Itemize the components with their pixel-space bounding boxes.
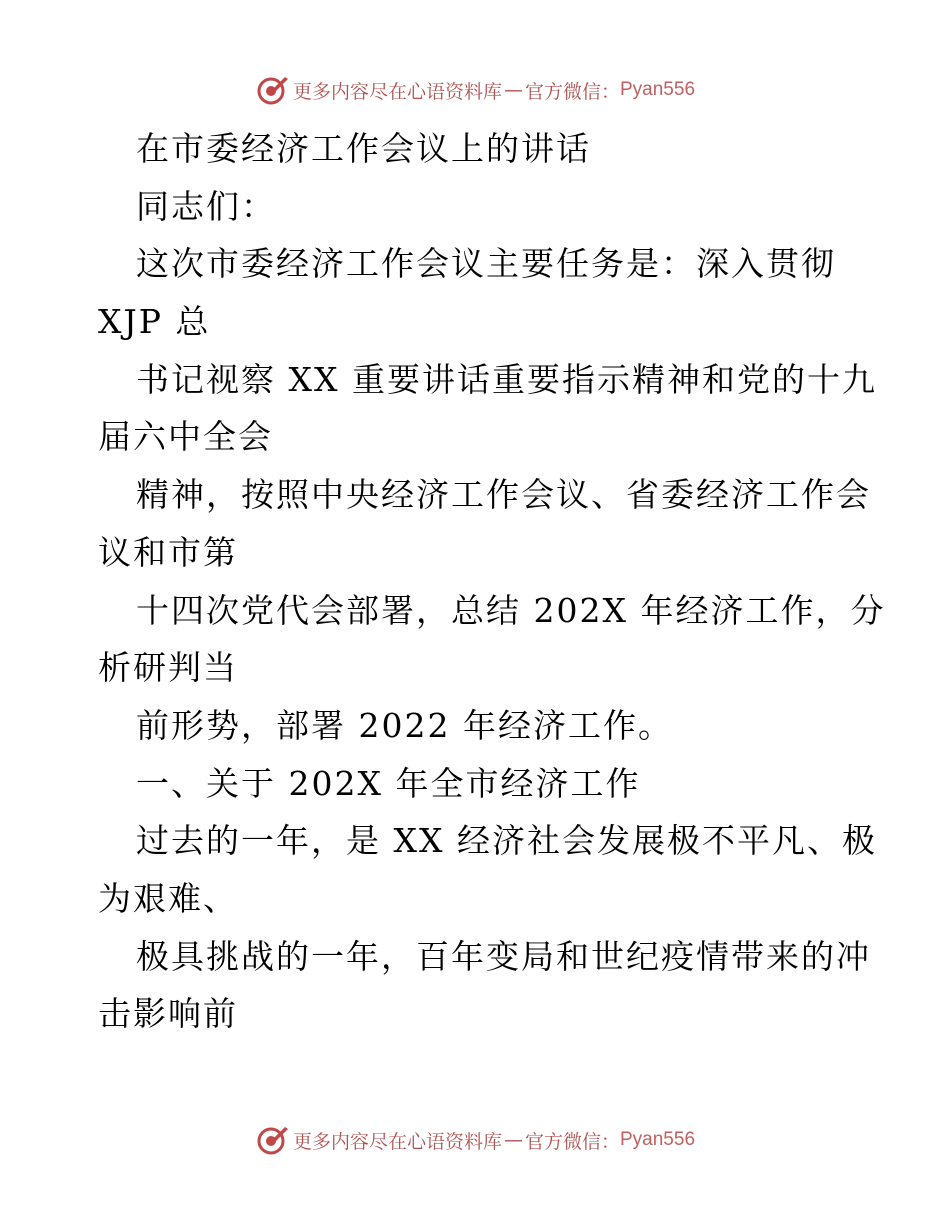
watermark-dash: —: [503, 1129, 523, 1151]
document-line: 一、关于 202X 年全市经济工作: [136, 763, 641, 803]
document-line: 这次市委经济工作会议主要任务是：深入贯彻: [136, 244, 836, 284]
brush-logo-icon: [255, 73, 289, 107]
document-line: XJP 总: [98, 302, 211, 342]
document-line: 届六中全会: [98, 417, 273, 457]
document-line: 议和市第: [98, 532, 238, 572]
watermark-wechat-id: Pyan556: [620, 79, 696, 100]
watermark-main-text: 更多内容尽在心语资料库: [292, 80, 502, 103]
footer-watermark: [0, 1122, 950, 1158]
brush-logo-icon: [255, 1123, 289, 1157]
document-line: 击影响前: [98, 994, 238, 1034]
document-line: 为艰难、: [98, 878, 238, 918]
watermark-main-text: 更多内容尽在心语资料库: [292, 1130, 502, 1153]
document-body: [0, 120, 950, 1043]
document-line: 过去的一年，是 XX 经济社会发展极不平凡、极: [136, 821, 877, 861]
document-line: 在市委经济工作会议上的讲话: [136, 129, 591, 168]
document-line: 析研判当: [98, 648, 238, 688]
document-line: 十四次党代会部署，总结 202X 年经济工作，分: [136, 590, 886, 630]
document-line: 同志们：: [136, 186, 276, 226]
watermark-wechat-label: 官方微信：: [524, 1130, 620, 1153]
watermark-wechat-label: 官方微信：: [524, 80, 620, 103]
document-line: 精神，按照中央经济工作会议、省委经济工作会: [136, 475, 871, 515]
document-line: 书记视察 XX 重要讲话重要指示精神和党的十九: [136, 359, 877, 399]
watermark-wechat-id: Pyan556: [620, 1129, 696, 1150]
header-watermark: [0, 72, 950, 108]
document-line: 极具挑战的一年，百年变局和世纪疫情带来的冲: [136, 936, 871, 976]
document-line: 前形势，部署 2022 年经济工作。: [136, 705, 673, 745]
watermark-dash: —: [503, 79, 523, 101]
